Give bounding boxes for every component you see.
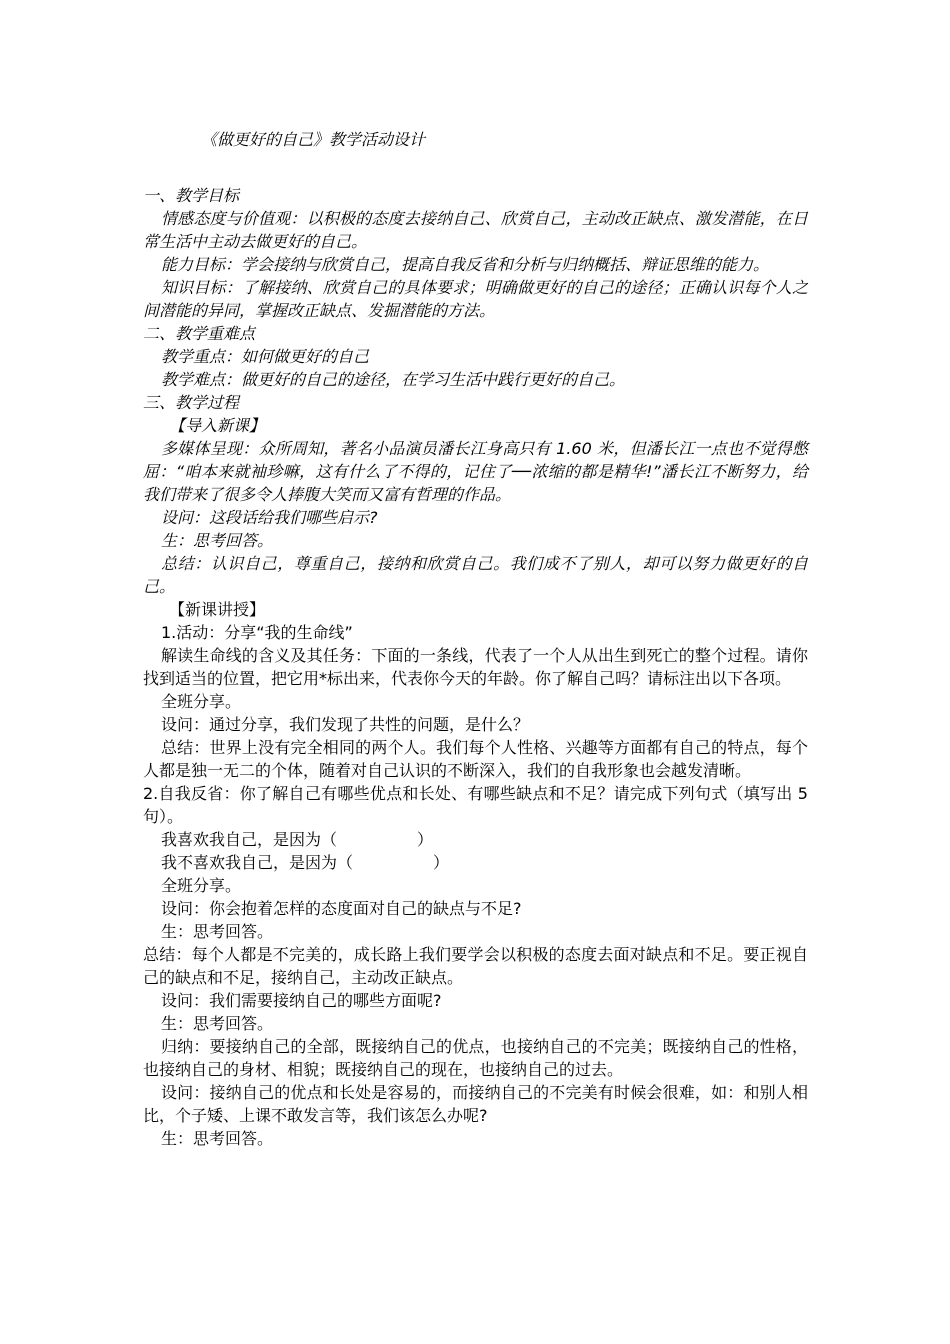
paragraph: 三、教学过程 [143, 393, 240, 412]
paragraph: 全班分享。 [161, 692, 242, 711]
paragraph: 生：思考回答。 [161, 1014, 274, 1033]
paragraph: 总结：认识自己，尊重自己，接纳和欣赏自己。我们成不了别人，却可以努力做更好的自己。 [143, 554, 808, 596]
paragraph: 【新课讲授】 [169, 600, 266, 619]
paragraph: 设问：我们需要接纳自己的哪些方面呢? [161, 991, 442, 1010]
paragraph: 教学重点：如何做更好的自己 [161, 347, 370, 366]
paragraph: 我不喜欢我自己，是因为（ ） [161, 853, 450, 872]
paragraph: 我喜欢我自己，是因为（ ） [161, 830, 434, 849]
paragraph: 多媒体呈现：众所周知，著名小品演员潘长江身高只有 1.60 米，但潘长江一点也不觉得憋屈：“咱本来就袖珍嘛，这有什么了不得的，记住了──浓缩的都是精华!”潘长江不断努力，给我们带来了很多令人捧腹大笑而又富有哲理的作品。 [143, 439, 808, 504]
paragraph: 生：思考回答。 [161, 1129, 274, 1148]
paragraph: 设问：通过分享，我们发现了共性的问题，是什么？ [161, 715, 530, 734]
paragraph: 全班分享。 [161, 876, 242, 895]
document-page [143, 126, 808, 1150]
document-body [143, 184, 808, 1150]
paragraph: 生：思考回答。 [161, 922, 274, 941]
paragraph: 解读生命线的含义及其任务：下面的一条线，代表了一个人从出生到死亡的整个过程。请你找到适当的位置，把它用*标出来，代表你今天的年龄。你了解自己吗？请标注出以下各项。 [143, 646, 808, 688]
paragraph: 2.自我反省：你了解自己有哪些优点和长处、有哪些缺点和不足？请完成下列句式（填写出 5 句）。 [143, 784, 808, 826]
paragraph: 设问：你会抱着怎样的态度面对自己的缺点与不足? [161, 899, 522, 918]
paragraph: 总结：每个人都是不完美的，成长路上我们要学会以积极的态度去面对缺点和不足。要正视自己的缺点和不足，接纳自己，主动改正缺点。 [143, 945, 808, 987]
paragraph: 二、教学重难点 [143, 324, 256, 343]
paragraph: 情感态度与价值观：以积极的态度去接纳自己、欣赏自己，主动改正缺点、激发潜能，在日常生活中主动去做更好的自己。 [143, 209, 808, 251]
paragraph: 1.活动：分享“我的生命线” [161, 623, 353, 642]
paragraph: 设问：这段话给我们哪些启示? [161, 508, 378, 527]
document-title: 《做更好的自己》教学活动设计 [201, 130, 426, 149]
paragraph: 能力目标：学会接纳与欣赏自己，提高自我反省和分析与归纳概括、辩证思维的能力。 [161, 255, 770, 274]
paragraph: 生：思考回答。 [161, 531, 274, 550]
paragraph: 总结：世界上没有完全相同的两个人。我们每个人性格、兴趣等方面都有自己的特点，每个人都是独一无二的个体，随着对自己认识的不断深入，我们的自我形象也会越发清晰。 [143, 738, 808, 780]
paragraph: 一、教学目标 [143, 186, 240, 205]
paragraph: 知识目标：了解接纳、欣赏自己的具体要求；明确做更好的自己的途径；正确认识每个人之间潜能的异同，掌握改正缺点、发掘潜能的方法。 [143, 278, 808, 320]
paragraph: 教学难点：做更好的自己的途径，在学习生活中践行更好的自己。 [161, 370, 626, 389]
paragraph: 设问：接纳自己的优点和长处是容易的，而接纳自己的不完美有时候会很难，如：和别人相比，个子矮、上课不敢发言等，我们该怎么办呢? [143, 1083, 808, 1125]
paragraph: 【导入新课】 [169, 416, 266, 435]
paragraph: 归纳：要接纳自己的全部，既接纳自己的优点，也接纳自己的不完美；既接纳自己的性格，也接纳自己的身材、相貌；既接纳自己的现在，也接纳自己的过去。 [143, 1037, 808, 1079]
